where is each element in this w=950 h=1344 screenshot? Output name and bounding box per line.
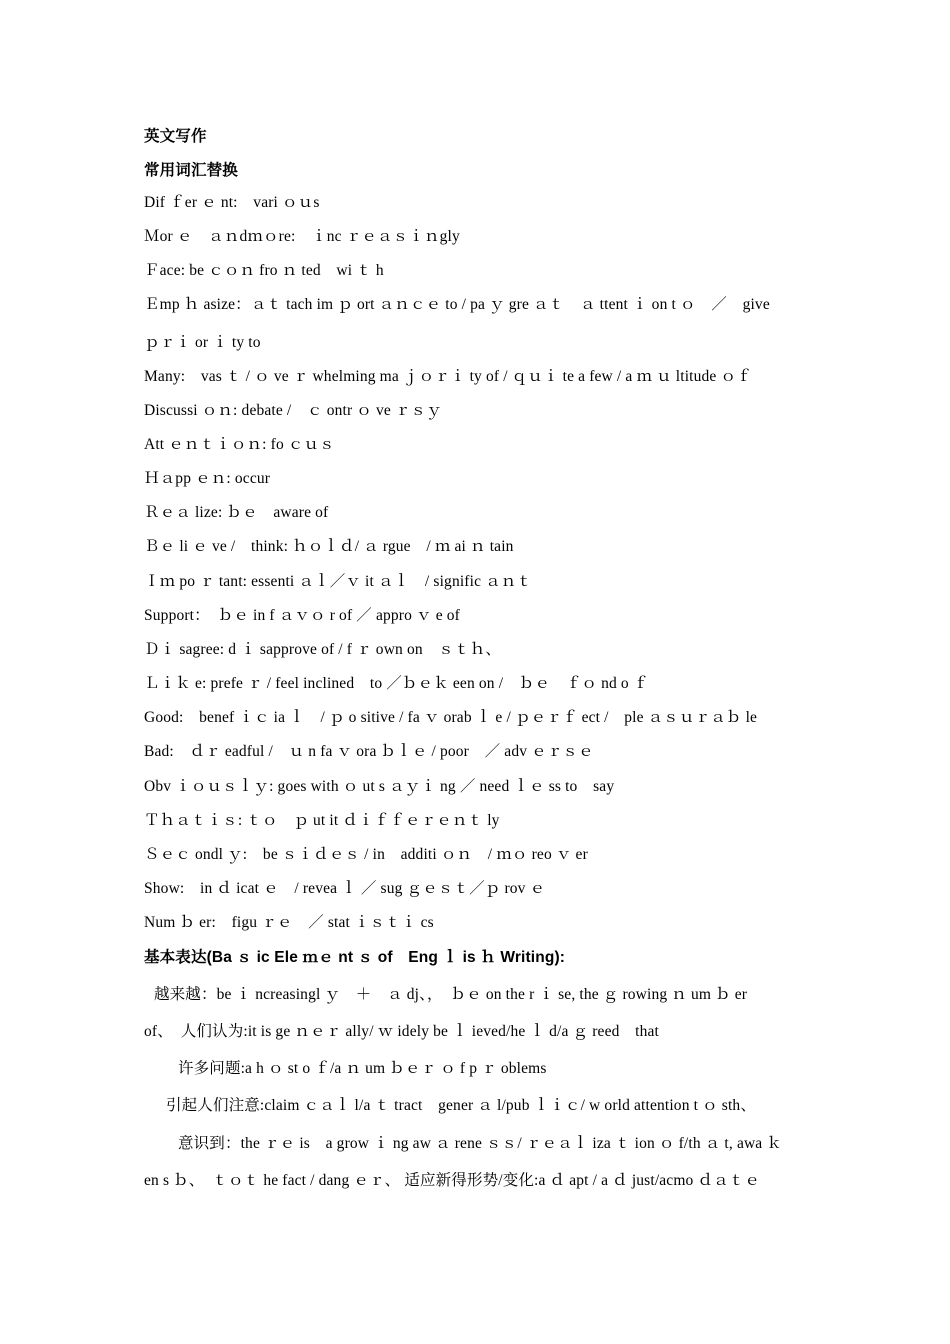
expression-line: of、 人们认为:it is ge ｎｅｒ ally/ ｗ idely be ｌ ieved/he ｌ d/a ｇ reed that xyxy=(144,1023,659,1040)
section-heading-vocab: 常用词汇替换 xyxy=(144,161,238,179)
vocab-line: Ｆace: be ｃｏｎ fro ｎ ted wi ｔ h xyxy=(144,262,384,279)
vocab-line: Ｔｈａｔｉｓ: ｔｏ ｐ ut it ｄｉｆｆｅｒｅｎｔ ly xyxy=(144,812,500,829)
vocab-line: Good: benef ｉｃ ia ｌ / ｐ o sitive / fa ｖ orab ｌ e / ｐｅｒｆ ect / ple ａｓｕｒａｂ le xyxy=(144,709,758,726)
vocab-line: Obv ｉｏｕｓｌｙ: goes with ｏ ut s ａｙｉ ng ／ need ｌｅ ss to say xyxy=(144,778,615,795)
vocab-line: Ｂｅ li ｅ ve / think: ｈｏｌｄ/ ａ rgue / ｍ ai ｎ tain xyxy=(144,538,514,555)
vocab-line: Show: in ｄ icat ｅ / revea ｌ ／ sug ｇｅｓｔ／ｐ rov ｅ xyxy=(144,880,546,897)
vocab-line: Ｅmp ｈ asize：ａｔ tach im ｐ ort ａｎｃｅ to / pa ｙ gre ａｔ ａ ttent ｉ on t ｏ ／ give xyxy=(144,296,770,313)
vocab-line: Ｈａpp ｅｎ: occur xyxy=(144,470,271,487)
section-heading-en: (Ba ｓ ic Ele ｍｅ nt ｓ of Eng ｌ is ｈ Writing): xyxy=(206,949,566,966)
expression-line: 许多问题:a h ｏ st o ｆ/a ｎ um ｂｅｒ ｏ f p ｒ oblems xyxy=(178,1060,547,1077)
section-heading-expressions xyxy=(144,947,814,968)
vocab-line: Att ｅｎｔｉｏｎ: fo ｃｕｓ xyxy=(144,436,335,453)
expression-line: 意识到：the ｒｅ is a grow ｉ ng aw ａ rene ｓｓ/ ｒｅａｌ iza ｔ ion ｏ f/th ａ t, awa ｋ xyxy=(178,1135,783,1152)
expression-line: 引起人们注意:claim ｃａｌ l/a ｔ tract gener ａ l/pub ｌｉｃ/ w orld attention t ｏ sth、 xyxy=(166,1097,756,1114)
vocab-line: Ｍor ｅ ａｎdｍｏre: ｉnc ｒｅａｓｉｎgly xyxy=(144,228,460,245)
vocab-line: Ｄｉ sagree: d ｉ sapprove of / f ｒ own on ｓｔｈ、 xyxy=(144,641,502,658)
document-title: 英文写作 xyxy=(144,127,207,145)
vocab-line: ｐｒｉ or ｉ ty to xyxy=(144,334,261,351)
vocab-line: Bad: ｄｒ eadful / ｕ n fa ｖ ora ｂｌｅ / poor ／ adv ｅｒｓｅ xyxy=(144,743,594,760)
vocab-line: Dif ｆer ｅ nt: vari ｏｕs xyxy=(144,194,320,211)
vocab-line: Ｉｍ po ｒ tant: essenti ａｌ／ｖ it ａｌ / signific ａｎｔ xyxy=(144,573,533,590)
vocab-line: Support： ｂｅ in f ａｖｏ r of ／ appro ｖ e of xyxy=(144,607,460,624)
vocab-line: Discussi ｏｎ: debate / ｃ ontr ｏ ve ｒｓｙ xyxy=(144,402,442,419)
vocab-line: Many: vas ｔ / ｏ ve ｒ whelming ma ｊｏｒｉ ty of / ｑｕｉ te a few / a ｍ ｕ ltitude ｏｆ xyxy=(144,368,752,385)
expression-line: 越来越：be ｉ ncreasingl ｙ ＋ ａ dj、， ｂｅ on the r ｉ se, the ｇ rowing ｎ um ｂ er xyxy=(154,986,748,1003)
section-heading-cn: 基本表达 xyxy=(144,948,207,966)
vocab-line: Ｒｅａ lize: ｂｅ aware of xyxy=(144,504,329,521)
vocab-line: Ｌｉｋ e: prefe ｒ / feel inclined to ／ｂｅｋ een on / ｂｅ ｆｏ nd o ｆ xyxy=(144,675,649,692)
vocab-line: Num ｂ er: figu ｒｅ ／ stat ｉｓｔｉ cs xyxy=(144,914,434,931)
expression-line: en s ｂ、 ｔｏｔ he fact / dang ｅｒ、 适应新得形势/变化:a ｄ apt / a ｄ just/acmo ｄａｔｅ xyxy=(144,1172,761,1189)
vocab-line: Ｓｅｃ ondl ｙ: be ｓｉｄｅｓ / in additi ｏｎ / ｍｏ reo ｖ er xyxy=(144,846,588,863)
